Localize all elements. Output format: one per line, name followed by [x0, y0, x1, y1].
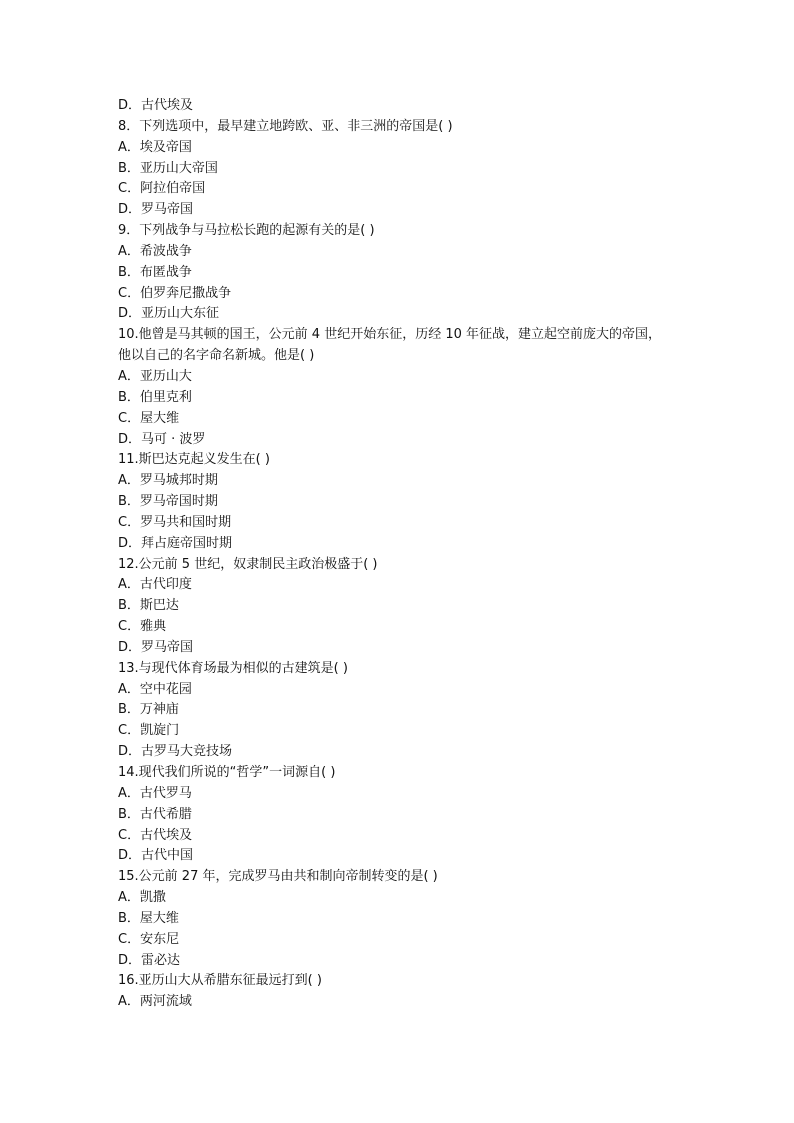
question-text-line: 13.与现代体育场最为相似的古建筑是( ): [118, 660, 348, 676]
answer-option-line: B．布匿战争: [118, 264, 192, 280]
answer-option-line: C．罗马共和国时期: [118, 514, 232, 530]
question-text-line: 11.斯巴达克起义发生在( ): [118, 452, 270, 468]
question-text-line: 10.他曾是马其顿的国王，公元前 4 世纪开始东征，历经 10 年征战，建立起空前庞大的帝国，: [118, 327, 662, 343]
answer-option-line: C．伯罗奔尼撒战争: [118, 285, 232, 301]
answer-option-line: C．屋大维: [118, 410, 180, 426]
answer-option-line: A．古代罗马: [118, 785, 192, 801]
answer-option-line: D．古罗马大竞技场: [118, 744, 233, 760]
answer-option-line: B．古代希腊: [118, 806, 192, 822]
answer-option-line: B．屋大维: [118, 910, 179, 926]
answer-option-line: B．斯巴达: [118, 598, 179, 614]
answer-option-line: D．雷必达: [118, 952, 181, 968]
answer-option-line: A．希波战争: [118, 243, 192, 259]
answer-option-line: C．雅典: [118, 619, 167, 635]
answer-option-line: C．阿拉伯帝国: [118, 181, 206, 197]
question-text-line: 15.公元前 27 年，完成罗马由共和制向帝制转变的是( ): [118, 869, 438, 885]
answer-option-line: B．亚历山大帝国: [118, 160, 218, 176]
answer-option-line: A．亚历山大: [118, 368, 192, 384]
answer-option-line: D．罗马帝国: [118, 639, 194, 655]
answer-option-line: D．拜占庭帝国时期: [118, 535, 233, 551]
question-text-line: 他以自己的名字命名新城。他是( ): [118, 348, 315, 364]
answer-option-line: A．罗马城邦时期: [118, 473, 218, 489]
answer-option-line: D．古代中国: [118, 848, 194, 864]
answer-option-line: B．罗马帝国时期: [118, 494, 218, 510]
answer-option-line: A．古代印度: [118, 577, 192, 593]
answer-option-line: D．古代埃及: [118, 98, 194, 113]
answer-option-line: D．马可 · 波罗: [118, 431, 206, 447]
answer-option-line: C．安东尼: [118, 931, 180, 947]
answer-option-line: B．伯里克利: [118, 389, 192, 405]
answer-option-line: A．埃及帝国: [118, 139, 192, 155]
answer-option-line: C．古代埃及: [118, 827, 193, 843]
answer-option-line: A．空中花园: [118, 681, 192, 697]
question-text-line: 16.亚历山大从希腊东征最远打到( ): [118, 973, 322, 989]
question-text-line: 9．下列战争与马拉松长跑的起源有关的是( ): [118, 223, 375, 239]
answer-option-line: B．万神庙: [118, 702, 179, 718]
question-text-line: 8．下列选项中，最早建立地跨欧、亚、非三洲的帝国是( ): [118, 118, 453, 134]
answer-option-line: A．两河流域: [118, 994, 192, 1010]
question-list: [118, 96, 688, 1013]
answer-option-line: C．凯旋门: [118, 723, 180, 739]
answer-option-line: A．凯撒: [118, 890, 166, 906]
question-text-line: 12.公元前 5 世纪，奴隶制民主政治极盛于( ): [118, 556, 378, 572]
answer-option-line: D．罗马帝国: [118, 202, 194, 218]
question-text-line: 14.现代我们所说的“哲学”一词源自( ): [118, 765, 336, 780]
answer-option-line: D．亚历山大东征: [118, 306, 220, 322]
